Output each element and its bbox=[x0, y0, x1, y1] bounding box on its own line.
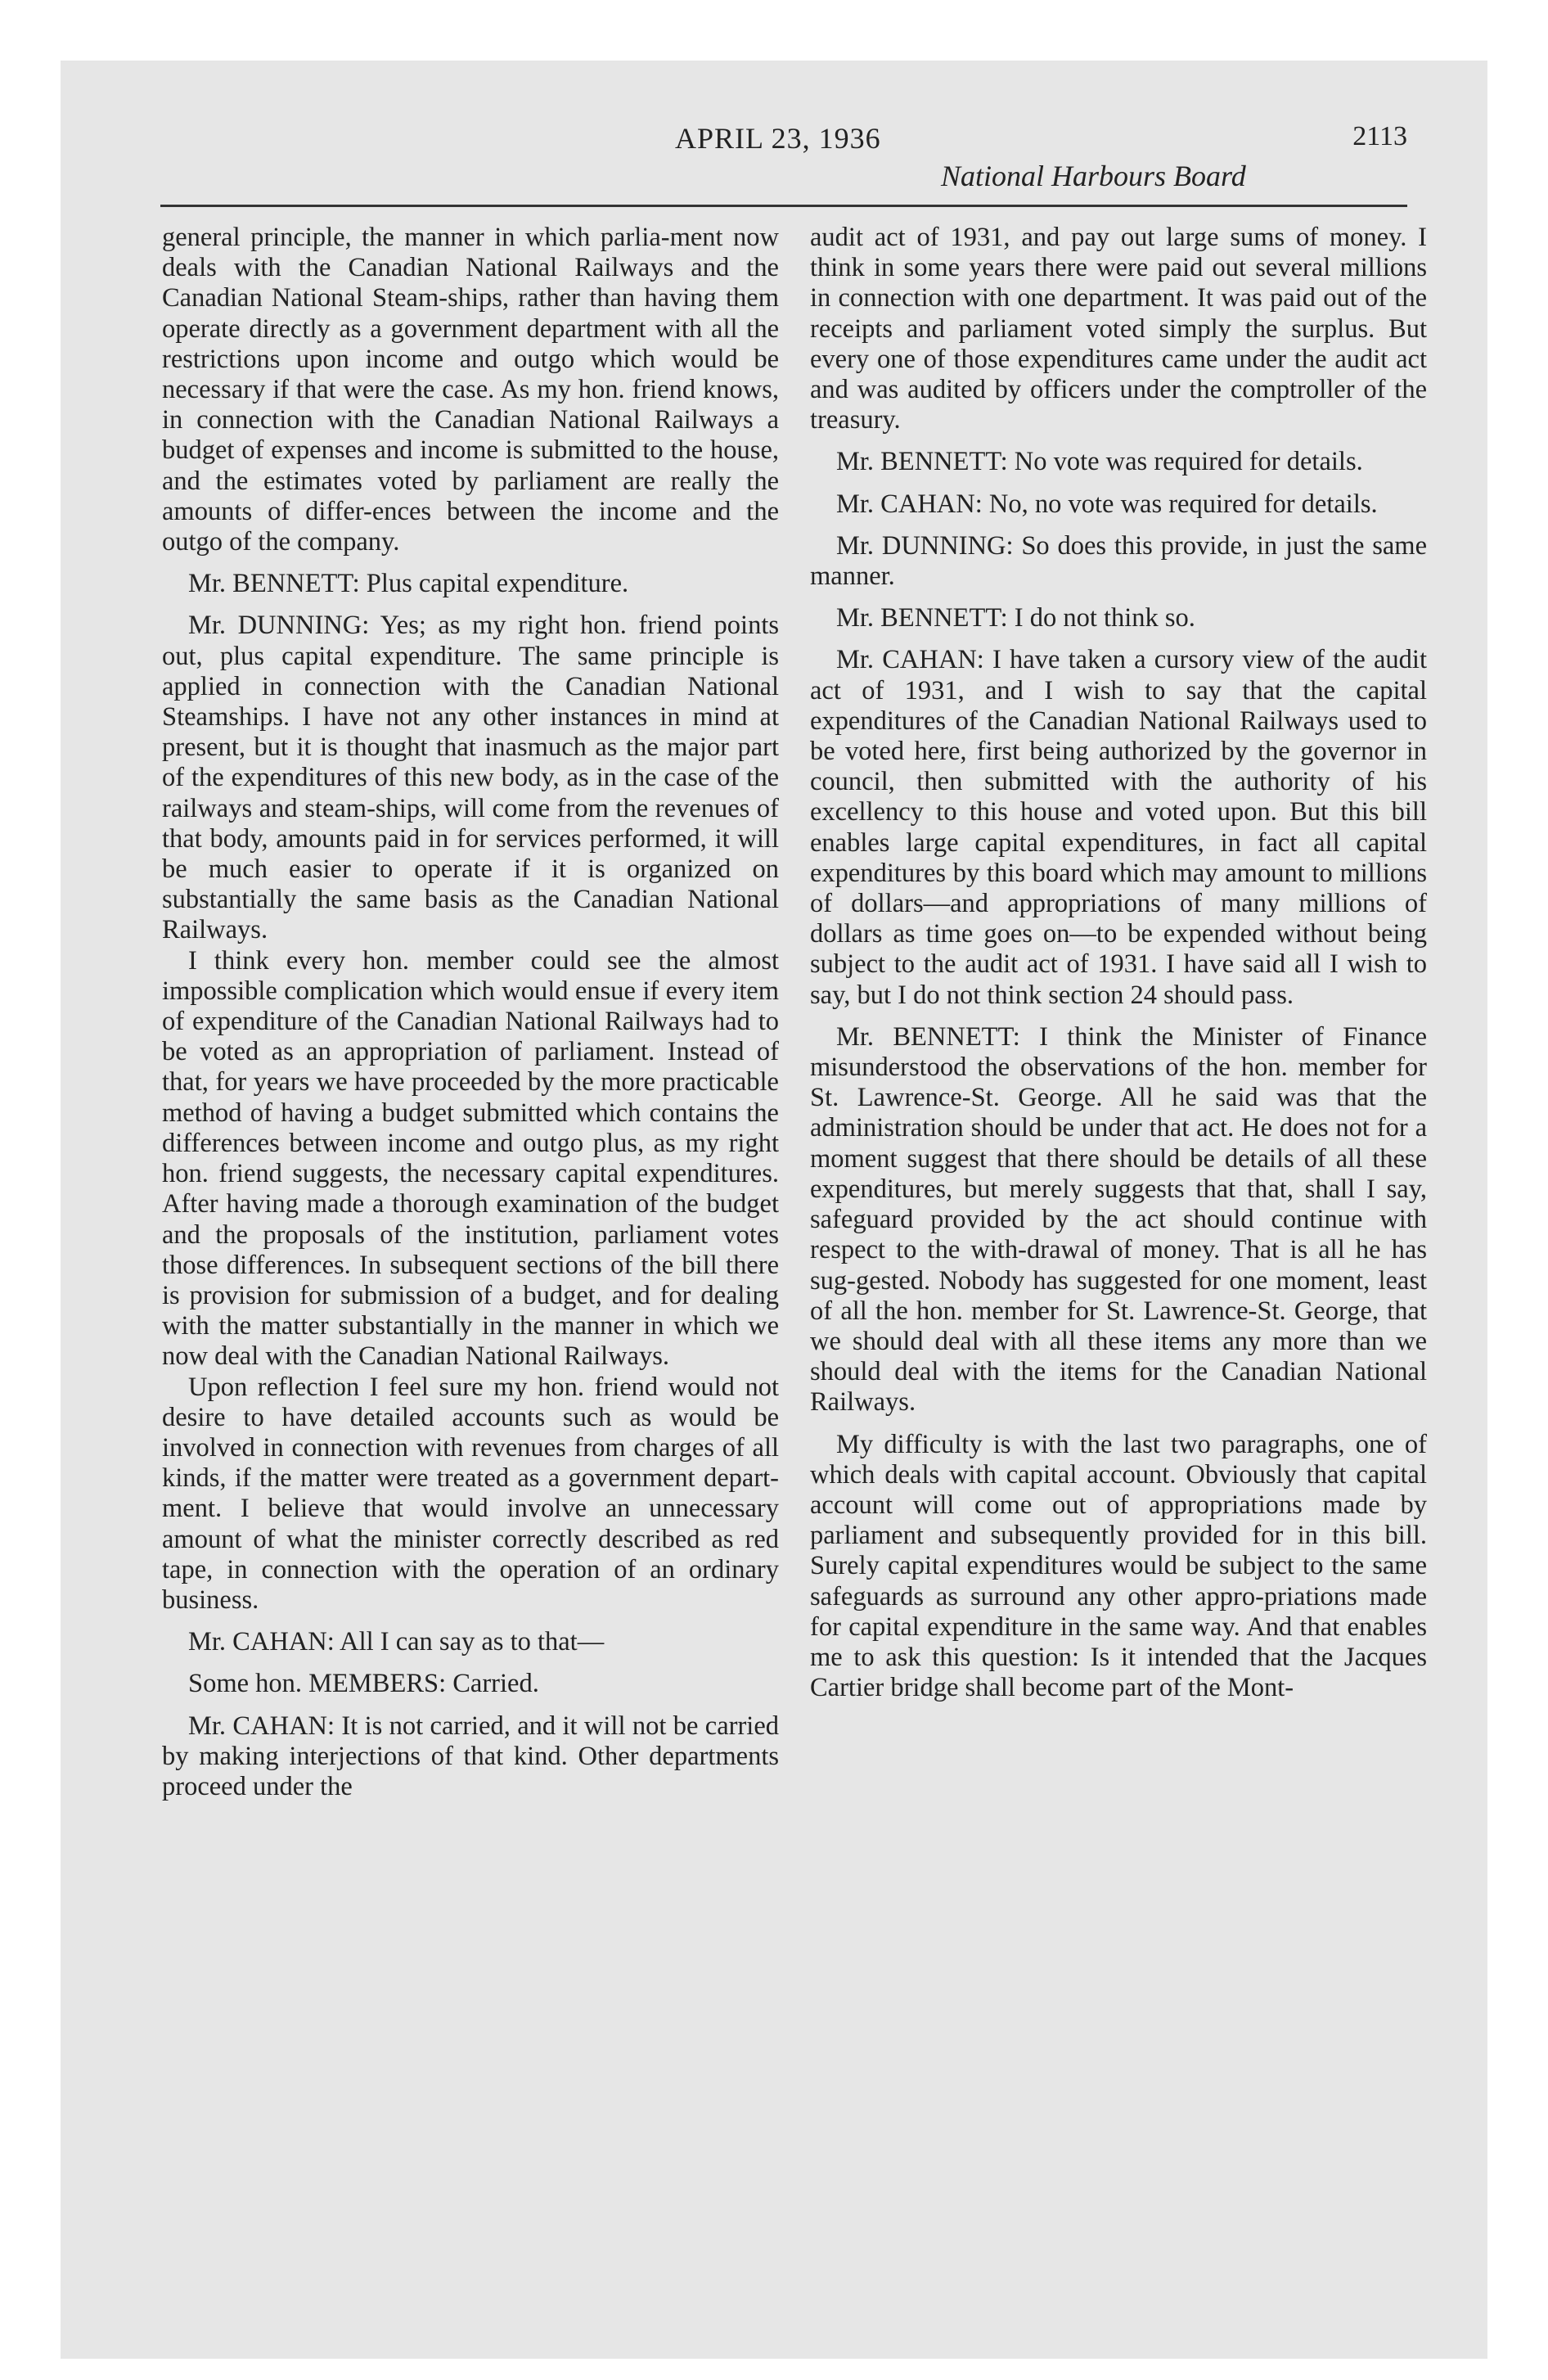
paragraph: Upon reflection I feel sure my hon. friend would not desire to have detailed accounts such as would be involved in connection with revenues from charges of all kinds, if the matter were treated as a government depart-ment. I believe that would involve an unnecessary amount of what the minister correctly described as red tape, in connection with the operation of an ordinary business. bbox=[162, 1372, 779, 1615]
header-date: APRIL 23, 1936 bbox=[675, 122, 881, 155]
paragraph: general principle, the manner in which parlia-ment now deals with the Canadian National Railways and the Canadian National Steam-ships, rather than having them operate directly as a government department with all the restrictions upon income and outgo which would be necessary if that were the case. As my hon. friend knows, in connection with the Canadian National Railways a budget of expenses and income is submitted to the house, and the estimates voted by parliament are really the amounts of differ-ences between the income and the outgo of the company. bbox=[162, 223, 779, 557]
speech-paragraph: Mr. BENNETT: No vote was required for details. bbox=[836, 447, 1363, 477]
speech-paragraph: Mr. CAHAN: No, no vote was required for details. bbox=[836, 489, 1378, 519]
speech-paragraph: Some hon. MEMBERS: Carried. bbox=[188, 1669, 539, 1699]
speech-paragraph: Mr. CAHAN: All I can say as to that— bbox=[188, 1627, 605, 1657]
paragraph: My difficulty is with the last two paragraphs, one of which deals with capital account. Obviously that capital account will come out of appropriations made by parliament and subsequently provided for in this bill. Surely capital expenditures would be subject to the same safeguards as surround any other appro-priations made for capital expenditure in the same way. And that enables me to ask this question: Is it intended that the Jacques Cartier bridge shall become part of the Mont- bbox=[810, 1429, 1427, 1703]
section-title: National Harbours Board bbox=[941, 160, 1246, 192]
speech-paragraph: Mr. DUNNING: Yes; as my right hon. friend points out, plus capital expenditure. The same principle is applied in connection with the Canadian National Steamships. I have not any other instances in mind at present, but it is thought that inasmuch as the major part of the expenditures of this new body, as in the case of the railways and steam-ships, will come from the revenues of that body, amounts paid in for services performed, it will be much easier to operate if it is organized on substantially the same basis as the Canadian National Railways. bbox=[162, 611, 779, 945]
speech-paragraph: Mr. BENNETT: I do not think so. bbox=[836, 603, 1195, 633]
paragraph: audit act of 1931, and pay out large sums of money. I think in some years there were paid out several millions in connection with one department. It was paid out of the receipts and parliament voted simply the surplus. But every one of those expenditures came under the audit act and was audited by officers under the comptroller of the treasury. bbox=[810, 223, 1427, 435]
speech-paragraph: Mr. BENNETT: Plus capital expenditure. bbox=[188, 569, 629, 599]
header-rule bbox=[160, 205, 1407, 207]
page-number: 2113 bbox=[1352, 121, 1407, 151]
right-column bbox=[810, 223, 1427, 1703]
speech-paragraph: Mr. CAHAN: I have taken a cursory view of the audit act of 1931, and I wish to say that the capital expenditures of the Canadian National Railways used to be voted here, first being authorized by the governor in council, then submitted with the authority of his excellency to this house and voted upon. But this bill enables large capital expenditures, in fact all capital expenditures by this board which may amount to millions of dollars—and appropriations of many millions of dollars as time goes on—to be expended without being subject to the audit act of 1931. I have said all I wish to say, but I do not think section 24 should pass. bbox=[810, 645, 1427, 1010]
paragraph: I think every hon. member could see the almost impossible complication which would ensue if every item of expenditure of the Canadian National Railways had to be voted as an appropriation of parliament. Instead of that, for years we have proceeded by the more practicable method of having a budget submitted which contains the differences between income and outgo plus, as my right hon. friend suggests, the necessary capital expenditures. After having made a thorough examination of the budget and the proposals of the institution, parliament votes those differences. In subsequent sections of the bill there is provision for submission of a budget, and for dealing with the matter substantially in the manner in which we now deal with the Canadian National Railways. bbox=[162, 945, 779, 1372]
speech-paragraph: Mr. CAHAN: It is not carried, and it will not be carried by making interjections of that kind. Other departments proceed under the bbox=[162, 1711, 779, 1801]
page-header bbox=[164, 121, 1407, 211]
speech-paragraph: Mr. BENNETT: I think the Minister of Finance misunderstood the observations of the hon. member for St. Lawrence-St. George. All he said was that the administration should be under that act. He does not for a moment suggest that there should be details of all these expenditures, but merely suggests that that, shall I say, safeguard provided by the act should continue with respect to the with-drawal of money. That is all he has sug-gested. Nobody has suggested for one moment, least of all the hon. member for St. Lawrence-St. George, that we should deal with all these items any more than we should deal with the items for the Canadian National Railways. bbox=[810, 1021, 1427, 1418]
left-column bbox=[162, 223, 779, 1802]
speech-paragraph: Mr. DUNNING: So does this provide, in just the same manner. bbox=[810, 530, 1427, 592]
